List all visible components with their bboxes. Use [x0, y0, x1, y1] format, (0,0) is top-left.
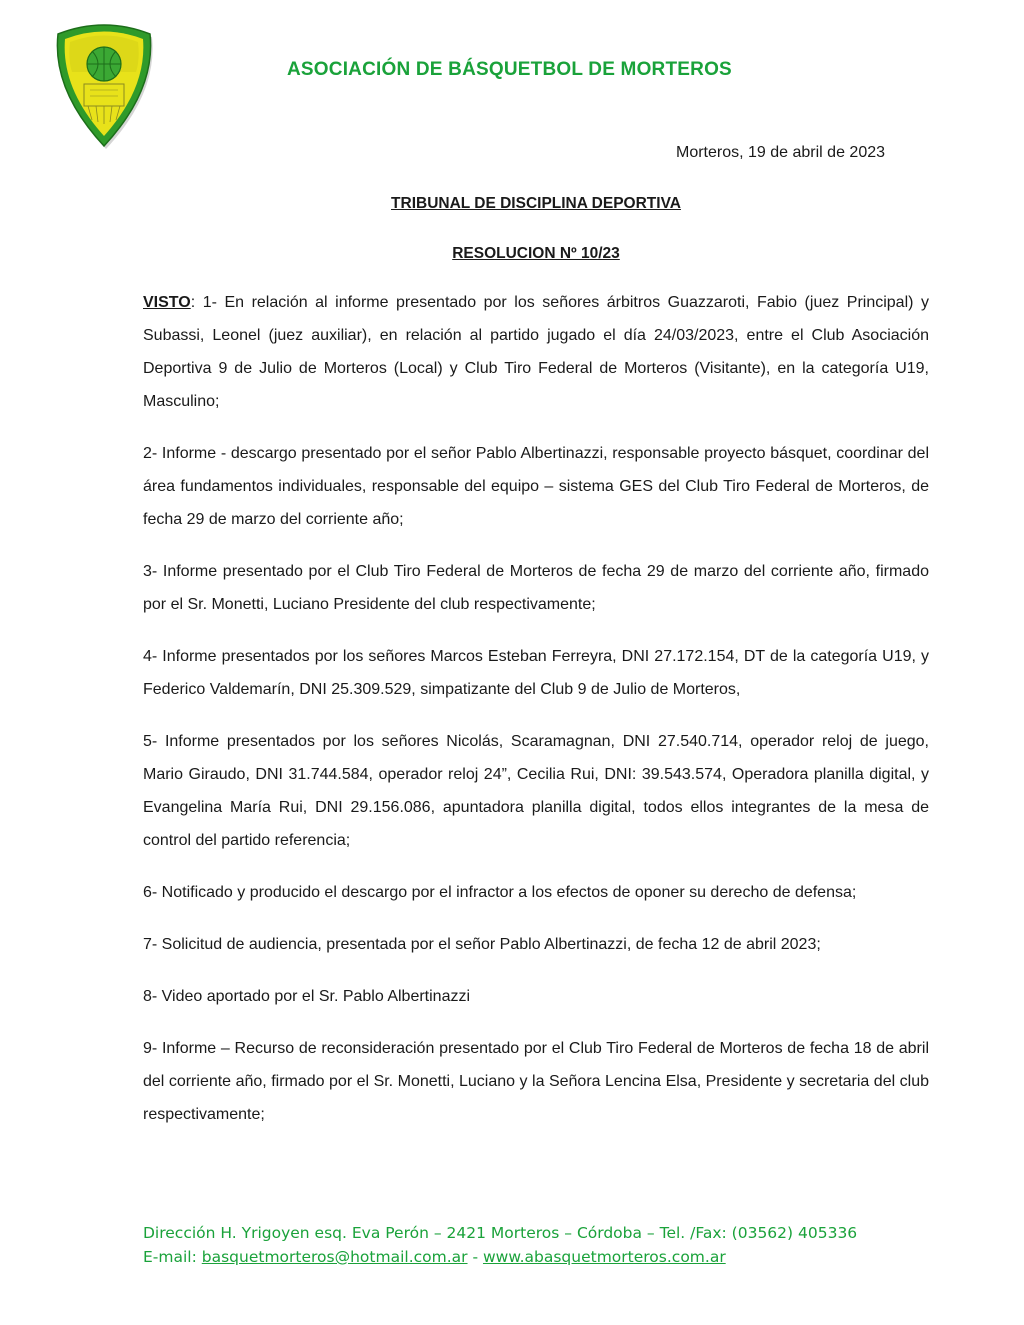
footer-contact — [143, 1245, 857, 1269]
paragraph-2: 2- Informe - descargo presentado por el señor Pablo Albertinazzi, responsable proyecto básquet, coordinar del área fundamentos individuales, responsable del equipo – sistema GES del Club Tiro Federal de Morteros, de fecha 29 de marzo del corriente año; — [143, 445, 929, 528]
paragraph-6: 6- Notificado y producido el descargo por el infractor a los efectos de oponer su derecho de defensa; — [143, 884, 857, 901]
footer — [143, 1221, 857, 1269]
resolution-number-heading: RESOLUCION Nº 10/23 — [452, 245, 620, 262]
document-body — [143, 286, 929, 1150]
paragraph-8: 8- Video aportado por el Sr. Pablo Albertinazzi — [143, 988, 471, 1005]
paragraph-7: 7- Solicitud de audiencia, presentada por el señor Pablo Albertinazzi, de fecha 12 de abril 2023; — [143, 936, 821, 953]
email-link[interactable]: basquetmorteros@hotmail.com.ar — [201, 1248, 468, 1266]
paragraph-5: 5- Informe presentados por los señores Nicolás, Scaramagnan, DNI 27.540.714, operador reloj de juego, Mario Giraudo, DNI 31.744.584, operador reloj 24”, Cecilia Rui, DNI: 39.543.574, Operadora planilla digital, y Evangelina María Rui, DNI 29.156.086, apuntadora planilla digital, todos ellos integrantes de la mesa de control del partido referencia; — [143, 733, 929, 849]
visto-paragraph — [143, 286, 929, 418]
paragraph-9: 9- Informe – Recurso de reconsideración presentado por el Club Tiro Federal de Morteros de fecha 18 de abril del corriente año, firmado por el Sr. Monetti, Luciano y la Señora Lencina Elsa, Presidente y secretaria del club respectivamente; — [143, 1040, 929, 1123]
email-prefix: E-mail: — [143, 1248, 202, 1266]
visto-text: : 1- En relación al informe presentado por los señores árbitros Guazzaroti, Fabio (juez Principal) y Subassi, Leonel (juez auxiliar), en relación al partido jugado el día 24/03/2023, entre el Club Asociación Deportiva 9 de Julio de Morteros (Local) y Club Tiro Federal de Morteros (Visitante), en la categoría U19, Masculino; — [143, 294, 929, 410]
document-date: Morteros, 19 de abril de 2023 — [676, 144, 886, 161]
association-logo — [48, 20, 160, 150]
footer-separator: - — [467, 1248, 483, 1266]
paragraph-3: 3- Informe presentado por el Club Tiro Federal de Morteros de fecha 29 de marzo del corriente año, firmado por el Sr. Monetti, Luciano Presidente del club respectivamente; — [143, 563, 929, 613]
website-link[interactable]: www.abasquetmorteros.com.ar — [482, 1248, 726, 1266]
tribunal-heading: TRIBUNAL DE DISCIPLINA DEPORTIVA — [391, 195, 681, 212]
footer-address: Dirección H. Yrigoyen esq. Eva Perón – 2421 Morteros – Córdoba – Tel. /Fax: (03562) 405336 — [143, 1224, 858, 1242]
paragraph-4: 4- Informe presentados por los señores Marcos Esteban Ferreyra, DNI 27.172.154, DT de la categoría U19, y Federico Valdemarín, DNI 25.309.529, simpatizante del Club 9 de Julio de Morteros, — [143, 648, 929, 698]
visto-label: VISTO — [143, 294, 191, 311]
organization-title: ASOCIACIÓN DE BÁSQUETBOL DE MORTEROS — [287, 59, 732, 80]
